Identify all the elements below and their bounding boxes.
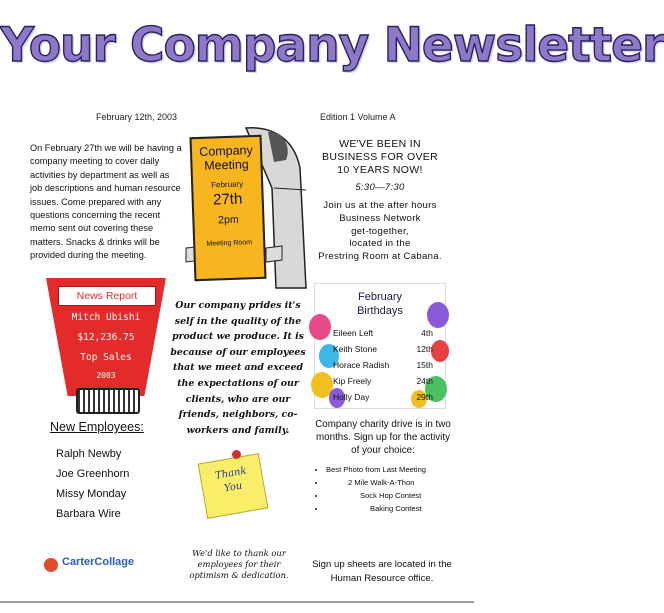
- birthdays-month: February: [357, 291, 403, 303]
- event-line-3: get-together,: [351, 225, 409, 237]
- birthday-day: 24th: [416, 376, 433, 386]
- birthday-name: Eileen Left: [333, 328, 374, 338]
- sign-line-meeting: Meeting: [204, 157, 249, 173]
- top-sales-amount: $12,236.75: [77, 332, 135, 343]
- employee-name: Missy Monday: [56, 488, 127, 500]
- sign-day: 27th: [212, 190, 243, 209]
- activity-item: • Sock Hop Contest: [326, 489, 452, 502]
- top-sales-label: Top Sales: [80, 352, 132, 363]
- typewriter-icon: [76, 388, 140, 414]
- birthday-name: Holly Day: [333, 392, 370, 402]
- news-report-graphic: [42, 278, 170, 408]
- birthday-name: Horace Radish: [333, 360, 390, 370]
- birthday-name: Keith Stone: [333, 344, 377, 354]
- logo-name: CarterCollage: [62, 556, 135, 568]
- event-line-5: Prestring Room at Cabana.: [318, 251, 442, 263]
- thank-you-message: We'd like to thank our employees for their optimism & dedication.: [189, 548, 289, 580]
- birthday-row: [333, 392, 433, 402]
- sign-time: 2pm: [217, 213, 239, 227]
- sign-place: Meeting Room: [206, 239, 253, 248]
- edition-label: Edition 1 Volume A: [320, 112, 396, 122]
- anniversary-line-3: 10 YEARS NOW!: [337, 164, 423, 176]
- thank-you-note: [198, 453, 269, 519]
- top-sales-year: 2003: [96, 371, 116, 380]
- employee-name: Joe Greenhorn: [56, 468, 130, 480]
- birthday-day: 29th: [416, 392, 433, 402]
- birthday-row: [333, 360, 433, 370]
- charity-text: Company charity drive is in two months. Sign up for the activity of your choice:: [315, 419, 451, 456]
- activity-item: • 2 Mile Walk-A-Thon: [326, 476, 452, 489]
- bottom-divider: [0, 601, 474, 603]
- employee-name: Ralph Newby: [56, 448, 122, 460]
- company-pride-text: Our company prides it's self in the quality of the product we produce. It is because of our employees that we meet and exceed the expectations of our clients, who are our friends, neighbors, co-workers and family.: [170, 300, 306, 436]
- cartercollage-logo: [44, 554, 154, 580]
- activity-item: • Baking Contest: [326, 502, 452, 515]
- logo-mark-icon: [44, 558, 58, 572]
- signup-info: Sign up sheets are located in the Human Resource office.: [312, 559, 452, 584]
- activity-list: [314, 463, 452, 515]
- event-line-4: located in the: [349, 238, 411, 250]
- business-anniversary: [316, 138, 444, 264]
- new-employees-heading: New Employees:: [50, 420, 144, 434]
- birthday-row: [333, 376, 433, 386]
- newsletter-title: Your Company Newsletter: [0, 18, 664, 73]
- balloon-icon: [431, 340, 449, 362]
- birthday-row: [333, 344, 433, 354]
- company-meeting-illustration: [182, 128, 306, 288]
- birthdays-title: [315, 290, 445, 318]
- birthday-name: Kip Freely: [333, 376, 372, 386]
- event-line-1: Join us at the after hours: [323, 200, 437, 211]
- birthday-day: 4th: [421, 328, 433, 338]
- note-line-2: You: [223, 480, 244, 495]
- birthdays-card: [314, 283, 446, 409]
- employee-name: Barbara Wire: [56, 508, 121, 520]
- event-time: 5:30—7:30: [355, 182, 405, 193]
- event-line-2: Business Network: [339, 212, 421, 224]
- sign-line-company: Company: [199, 143, 253, 159]
- issue-date: February 12th, 2003: [96, 112, 178, 122]
- pushpin-icon: [232, 450, 241, 459]
- meeting-sign: [190, 135, 267, 281]
- news-report-title: News Report: [58, 286, 156, 306]
- meeting-announcement: On February 27th we will be having a company meeting to cover daily activities by department as well as job descriptions and human resource issues. Come prepared with any questions concerning the recent memo sent out covering these matters. Snacks & drinks will be provided during the meeting.: [30, 143, 182, 261]
- birthday-day: 15th: [416, 360, 433, 370]
- charity-drive: [314, 418, 452, 515]
- note-line-1: Thank: [214, 465, 248, 482]
- anniversary-line-2: BUSINESS FOR OVER: [322, 151, 438, 163]
- birthday-row: [333, 328, 433, 338]
- top-seller-name: Mitch Ubishi: [71, 312, 141, 323]
- anniversary-line-1: WE'VE BEEN IN: [339, 138, 421, 150]
- sign-month: February: [211, 179, 244, 190]
- activity-item: • Best Photo from Last Meeting: [326, 463, 452, 476]
- birthday-day: 12th: [416, 344, 433, 354]
- birthdays-label: Birthdays: [357, 305, 403, 317]
